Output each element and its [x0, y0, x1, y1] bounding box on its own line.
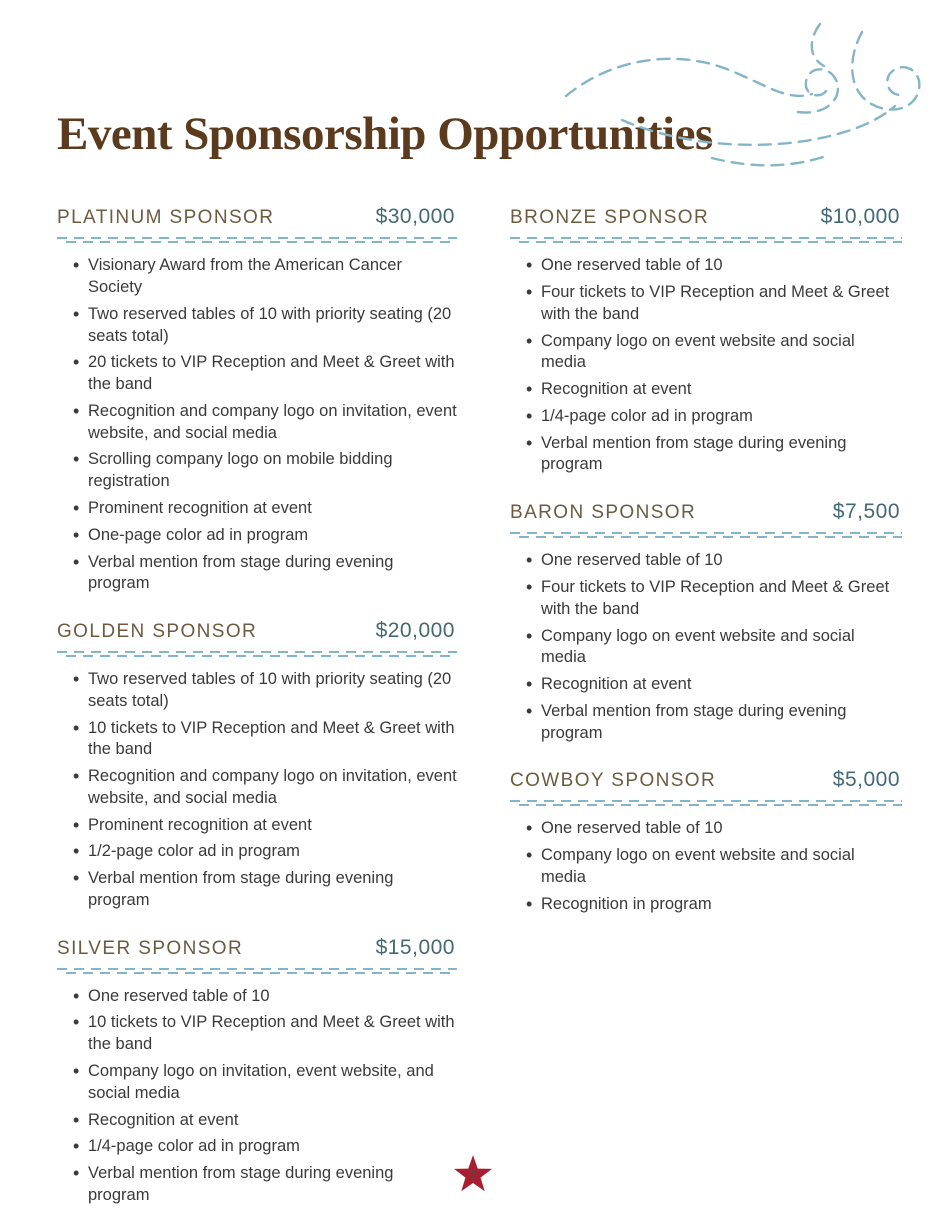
sponsor-tier	[57, 619, 457, 912]
right-column	[510, 205, 902, 939]
benefit-item: • Recognition at event	[73, 1110, 457, 1132]
benefit-item: • Company logo on event website and social media	[526, 845, 902, 889]
sponsor-columns	[57, 205, 945, 1223]
tier-price: $20,000	[375, 619, 455, 643]
benefit-item: • Verbal mention from stage during evening program	[526, 701, 902, 745]
benefit-item: • Scrolling company logo on mobile bidding registration	[73, 449, 457, 493]
left-column	[57, 205, 457, 1223]
tier-header	[510, 768, 902, 800]
benefit-item: • Visionary Award from the American Cancer Society	[73, 255, 457, 299]
benefit-item: • 20 tickets to VIP Reception and Meet & Greet with the band	[73, 352, 457, 396]
benefit-item: • 1/4-page color ad in program	[73, 1136, 457, 1158]
benefit-list	[57, 986, 457, 1207]
tier-name: SILVER SPONSOR	[57, 937, 244, 959]
tier-header	[57, 619, 457, 651]
tier-header	[57, 936, 457, 968]
dashed-divider	[510, 237, 902, 244]
tier-price: $15,000	[375, 935, 455, 959]
benefit-item: • One reserved table of 10	[526, 550, 902, 572]
sponsor-tier	[510, 768, 902, 915]
benefit-item: • Recognition at event	[526, 379, 902, 401]
benefit-item: • Prominent recognition at event	[73, 498, 457, 520]
tier-name: GOLDEN SPONSOR	[57, 621, 258, 643]
benefit-item: • Company logo on invitation, event website, and social media	[73, 1061, 457, 1105]
sponsor-tier	[57, 936, 457, 1207]
tier-price: $10,000	[820, 205, 900, 229]
tier-header	[510, 500, 902, 532]
dashed-divider	[510, 800, 902, 807]
page-number: 7	[468, 1167, 477, 1184]
dashed-divider	[57, 237, 457, 244]
benefit-item: • Prominent recognition at event	[73, 815, 457, 837]
benefit-item: • One reserved table of 10	[73, 986, 457, 1008]
benefit-list	[57, 669, 457, 912]
sponsor-tier	[57, 205, 457, 595]
benefit-item: • Verbal mention from stage during evening program	[73, 552, 457, 596]
tier-name: BRONZE SPONSOR	[510, 207, 710, 229]
tier-name: PLATINUM SPONSOR	[57, 207, 275, 229]
benefit-item: • One-page color ad in program	[73, 525, 457, 547]
page-number-star	[452, 1153, 494, 1195]
benefit-item: • Verbal mention from stage during evening program	[73, 1163, 457, 1207]
benefit-list	[510, 255, 902, 476]
benefit-item: • Recognition at event	[526, 674, 902, 696]
benefit-item: • Company logo on event website and social media	[526, 626, 902, 670]
page-title: Event Sponsorship Opportunities	[57, 108, 713, 160]
benefit-item: • One reserved table of 10	[526, 818, 902, 840]
benefit-item: • 1/2-page color ad in program	[73, 841, 457, 863]
dashed-divider	[57, 968, 457, 975]
benefit-list	[510, 550, 902, 744]
tier-price: $7,500	[832, 500, 900, 524]
benefit-item: • Two reserved tables of 10 with priority seating (20 seats total)	[73, 669, 457, 713]
dashed-divider	[57, 651, 457, 658]
tier-name: COWBOY SPONSOR	[510, 770, 717, 792]
tier-header	[510, 205, 902, 237]
tier-header	[57, 205, 457, 237]
benefit-item: • 10 tickets to VIP Reception and Meet & Greet with the band	[73, 718, 457, 762]
tier-price: $5,000	[832, 768, 900, 792]
benefit-item: • Two reserved tables of 10 with priority seating (20 seats total)	[73, 304, 457, 348]
benefit-item: • Verbal mention from stage during evening program	[73, 868, 457, 912]
tier-price: $30,000	[375, 205, 455, 229]
benefit-item: • Recognition and company logo on invitation, event website, and social media	[73, 766, 457, 810]
sponsor-tier	[510, 205, 902, 476]
dashed-divider	[510, 532, 902, 539]
benefit-item: • Verbal mention from stage during evening program	[526, 433, 902, 477]
tier-name: BARON SPONSOR	[510, 502, 697, 524]
benefit-item: • Four tickets to VIP Reception and Meet & Greet with the band	[526, 282, 902, 326]
sponsor-tier	[510, 500, 902, 744]
benefit-item: • Recognition in program	[526, 894, 902, 916]
benefit-list	[57, 255, 457, 595]
benefit-item: • Recognition and company logo on invitation, event website, and social media	[73, 401, 457, 445]
benefit-list	[510, 818, 902, 915]
benefit-item: • 10 tickets to VIP Reception and Meet & Greet with the band	[73, 1012, 457, 1056]
benefit-item: • Four tickets to VIP Reception and Meet & Greet with the band	[526, 577, 902, 621]
benefit-item: • 1/4-page color ad in program	[526, 406, 902, 428]
benefit-item: • Company logo on event website and social media	[526, 331, 902, 375]
benefit-item: • One reserved table of 10	[526, 255, 902, 277]
